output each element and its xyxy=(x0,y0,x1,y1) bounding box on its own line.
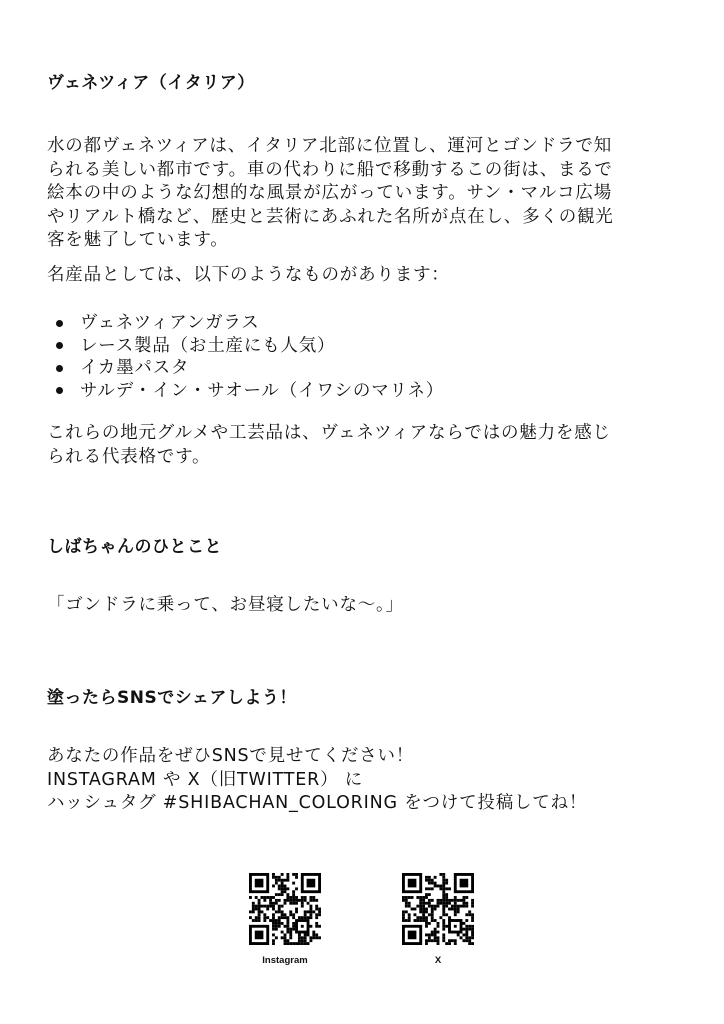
bullet-icon xyxy=(56,387,63,394)
qr-label: Instagram xyxy=(262,955,308,966)
qr-code-icon xyxy=(402,873,474,945)
qr-code-icon xyxy=(249,873,321,945)
share-body xyxy=(47,745,677,816)
list-item xyxy=(56,335,444,358)
qr-label: X xyxy=(434,955,442,966)
intro-line: やリアルト橋など、歴史と芸術にあふれた名所が点在し、多くの観光 xyxy=(47,206,614,227)
bullet-icon xyxy=(56,320,63,327)
products-list xyxy=(56,312,444,402)
bullet-icon xyxy=(56,342,63,349)
instagram-qr[interactable] xyxy=(245,873,325,966)
product-name: ヴェネツィアンガラス xyxy=(80,313,260,333)
list-item xyxy=(56,312,444,335)
venice-title: ヴェネツィア（イタリア） xyxy=(47,73,255,93)
x-qr[interactable] xyxy=(398,873,478,966)
product-name: レース製品（お土産にも人気） xyxy=(80,335,336,356)
intro-line: 絵本の中のような幻想的な風景が広がっています。サン・マルコ広場 xyxy=(47,183,613,203)
products-intro: 名産品としては、以下のようなものがあります： xyxy=(47,265,450,285)
closing-line: これらの地元グルメや工芸品は、ヴェネツィアならではの魅力を感じ xyxy=(47,423,611,443)
comment-quote: 「ゴンドラに乗って、お昼寝したいな〜。」 xyxy=(47,595,404,615)
product-name: サルデ・イン・サオール（イワシのマリネ） xyxy=(80,380,445,401)
share-line: ハッシュタグ #SHIBACHAN_COLORING をつけて投稿してね！ xyxy=(47,793,588,813)
share-line: あなたの作品をぜひSNSで見せてください！ xyxy=(47,746,415,766)
intro-line: 水の都ヴェネツィアは、イタリア北部に位置し、運河とゴンドラで知 xyxy=(47,136,613,156)
comment-title: しばちゃんのひとこと xyxy=(47,537,222,557)
venice-intro xyxy=(47,135,677,253)
intro-line: られる美しい都市です。車の代わりに船で移動するこの街は、まるで xyxy=(47,159,613,180)
list-item xyxy=(56,357,444,380)
share-title: 塗ったらSNSでシェアしよう！ xyxy=(47,688,297,708)
venice-closing xyxy=(47,422,677,469)
closing-line: られる代表格です。 xyxy=(47,446,211,467)
list-item xyxy=(56,380,444,403)
product-name: イカ墨パスタ xyxy=(80,358,190,378)
bullet-icon xyxy=(56,365,63,372)
intro-line: 客を魅了しています。 xyxy=(47,230,229,250)
share-line: INSTAGRAM や X（旧TWITTER） に xyxy=(47,769,364,790)
